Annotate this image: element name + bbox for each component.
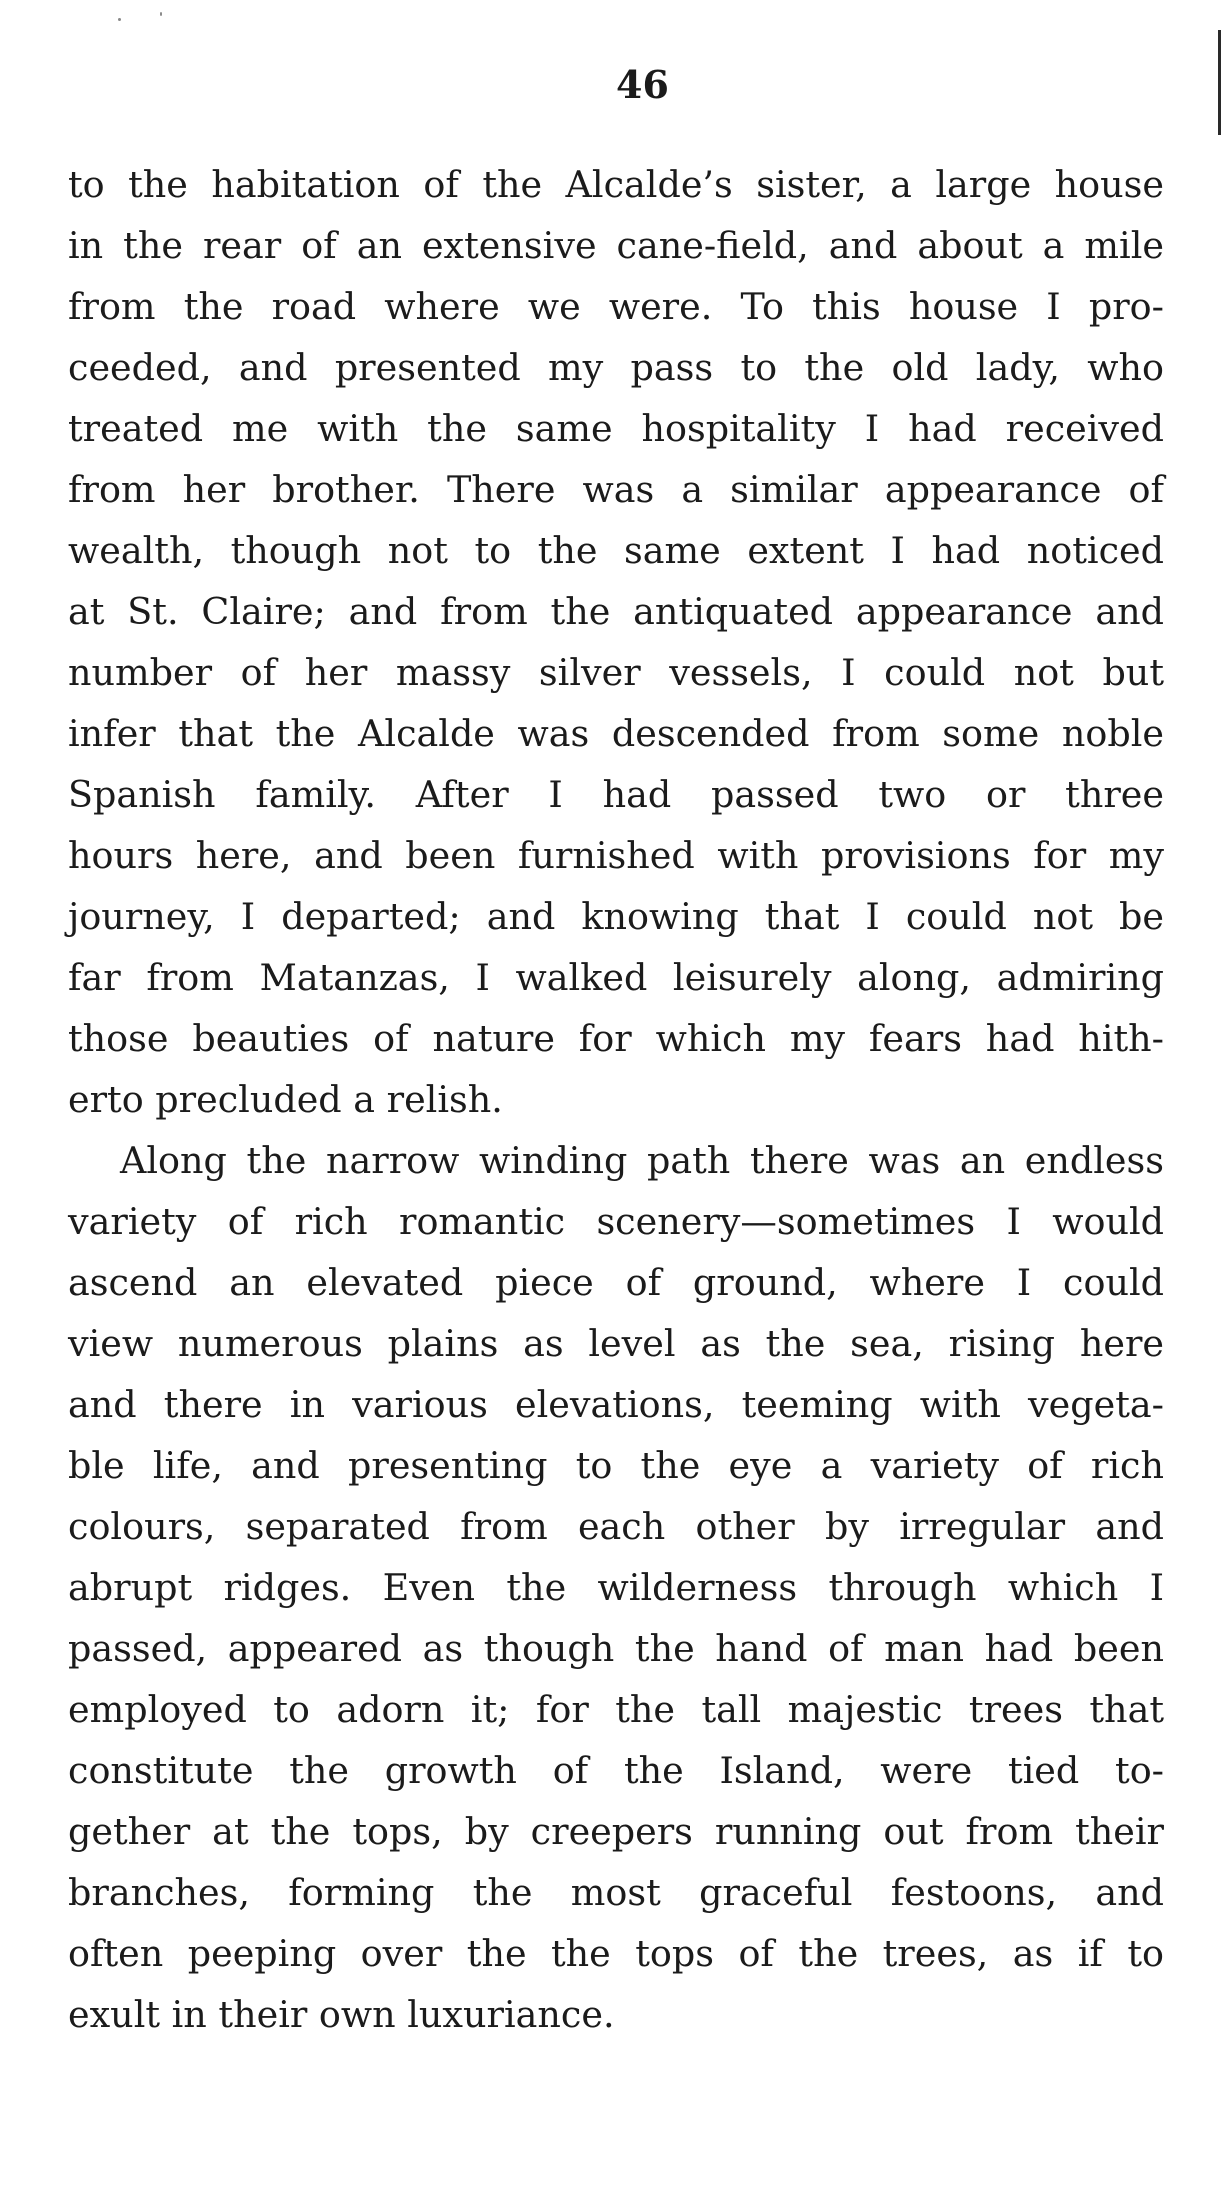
paragraph xyxy=(68,1130,1164,2045)
text-line: at St. Claire; and from the antiquated appearance and xyxy=(68,590,1164,633)
text-line: in the rear of an extensive cane-field, and about a mile xyxy=(68,224,1164,267)
paragraph xyxy=(68,154,1164,1130)
text-line: far from Matanzas, I walked leisurely along, admiring xyxy=(68,956,1164,999)
text-line: employed to adorn it; for the tall majestic trees that xyxy=(68,1688,1164,1731)
text-line: often peeping over the the tops of the trees, as if to xyxy=(68,1932,1164,1975)
text-line: and there in various elevations, teeming with vegeta- xyxy=(68,1383,1164,1426)
text-line: variety of rich romantic scenery—sometimes I would xyxy=(68,1200,1164,1243)
text-line: colours, separated from each other by irregular and xyxy=(68,1505,1164,1548)
text-line: ceeded, and presented my pass to the old lady, who xyxy=(68,346,1164,389)
text-line: passed, appeared as though the hand of man had been xyxy=(68,1627,1164,1670)
text-line: branches, forming the most graceful festoons, and xyxy=(68,1871,1164,1914)
text-line: treated me with the same hospitality I had received xyxy=(68,407,1164,450)
page-number: 46 xyxy=(616,62,669,107)
text-line: constitute the growth of the Island, were tied to- xyxy=(68,1749,1164,1792)
text-line: abrupt ridges. Even the wilderness through which I xyxy=(68,1566,1164,1609)
ink-speck xyxy=(118,18,121,21)
text-line: those beauties of nature for which my fears had hith- xyxy=(68,1017,1164,1060)
text-line: Spanish family. After I had passed two or three xyxy=(68,773,1164,816)
text-line: to the habitation of the Alcalde’s sister, a large house xyxy=(68,163,1164,206)
text-line: wealth, though not to the same extent I had noticed xyxy=(68,529,1164,572)
text-line: number of her massy silver vessels, I could not but xyxy=(68,651,1164,694)
text-line: from her brother. There was a similar appearance of xyxy=(68,468,1164,511)
text-line: hours here, and been furnished with provisions for my xyxy=(68,834,1164,877)
text-line: ascend an elevated piece of ground, where I could xyxy=(68,1261,1164,1304)
ink-speck xyxy=(160,12,162,16)
text-line: view numerous plains as level as the sea, rising here xyxy=(68,1322,1164,1365)
text-line: gether at the tops, by creepers running out from their xyxy=(68,1810,1164,1853)
text-line: exult in their own luxuriance. xyxy=(68,1993,615,2036)
text-line: ble life, and presenting to the eye a variety of rich xyxy=(68,1444,1164,1487)
text-line: journey, I departed; and knowing that I could not be xyxy=(68,895,1164,938)
text-line: Along the narrow winding path there was an endless xyxy=(120,1139,1164,1182)
text-line: from the road where we were. To this house I pro- xyxy=(68,285,1164,328)
body-text xyxy=(68,154,1164,2045)
text-line: infer that the Alcalde was descended from some noble xyxy=(68,712,1164,755)
text-line: erto precluded a relish. xyxy=(68,1078,503,1121)
